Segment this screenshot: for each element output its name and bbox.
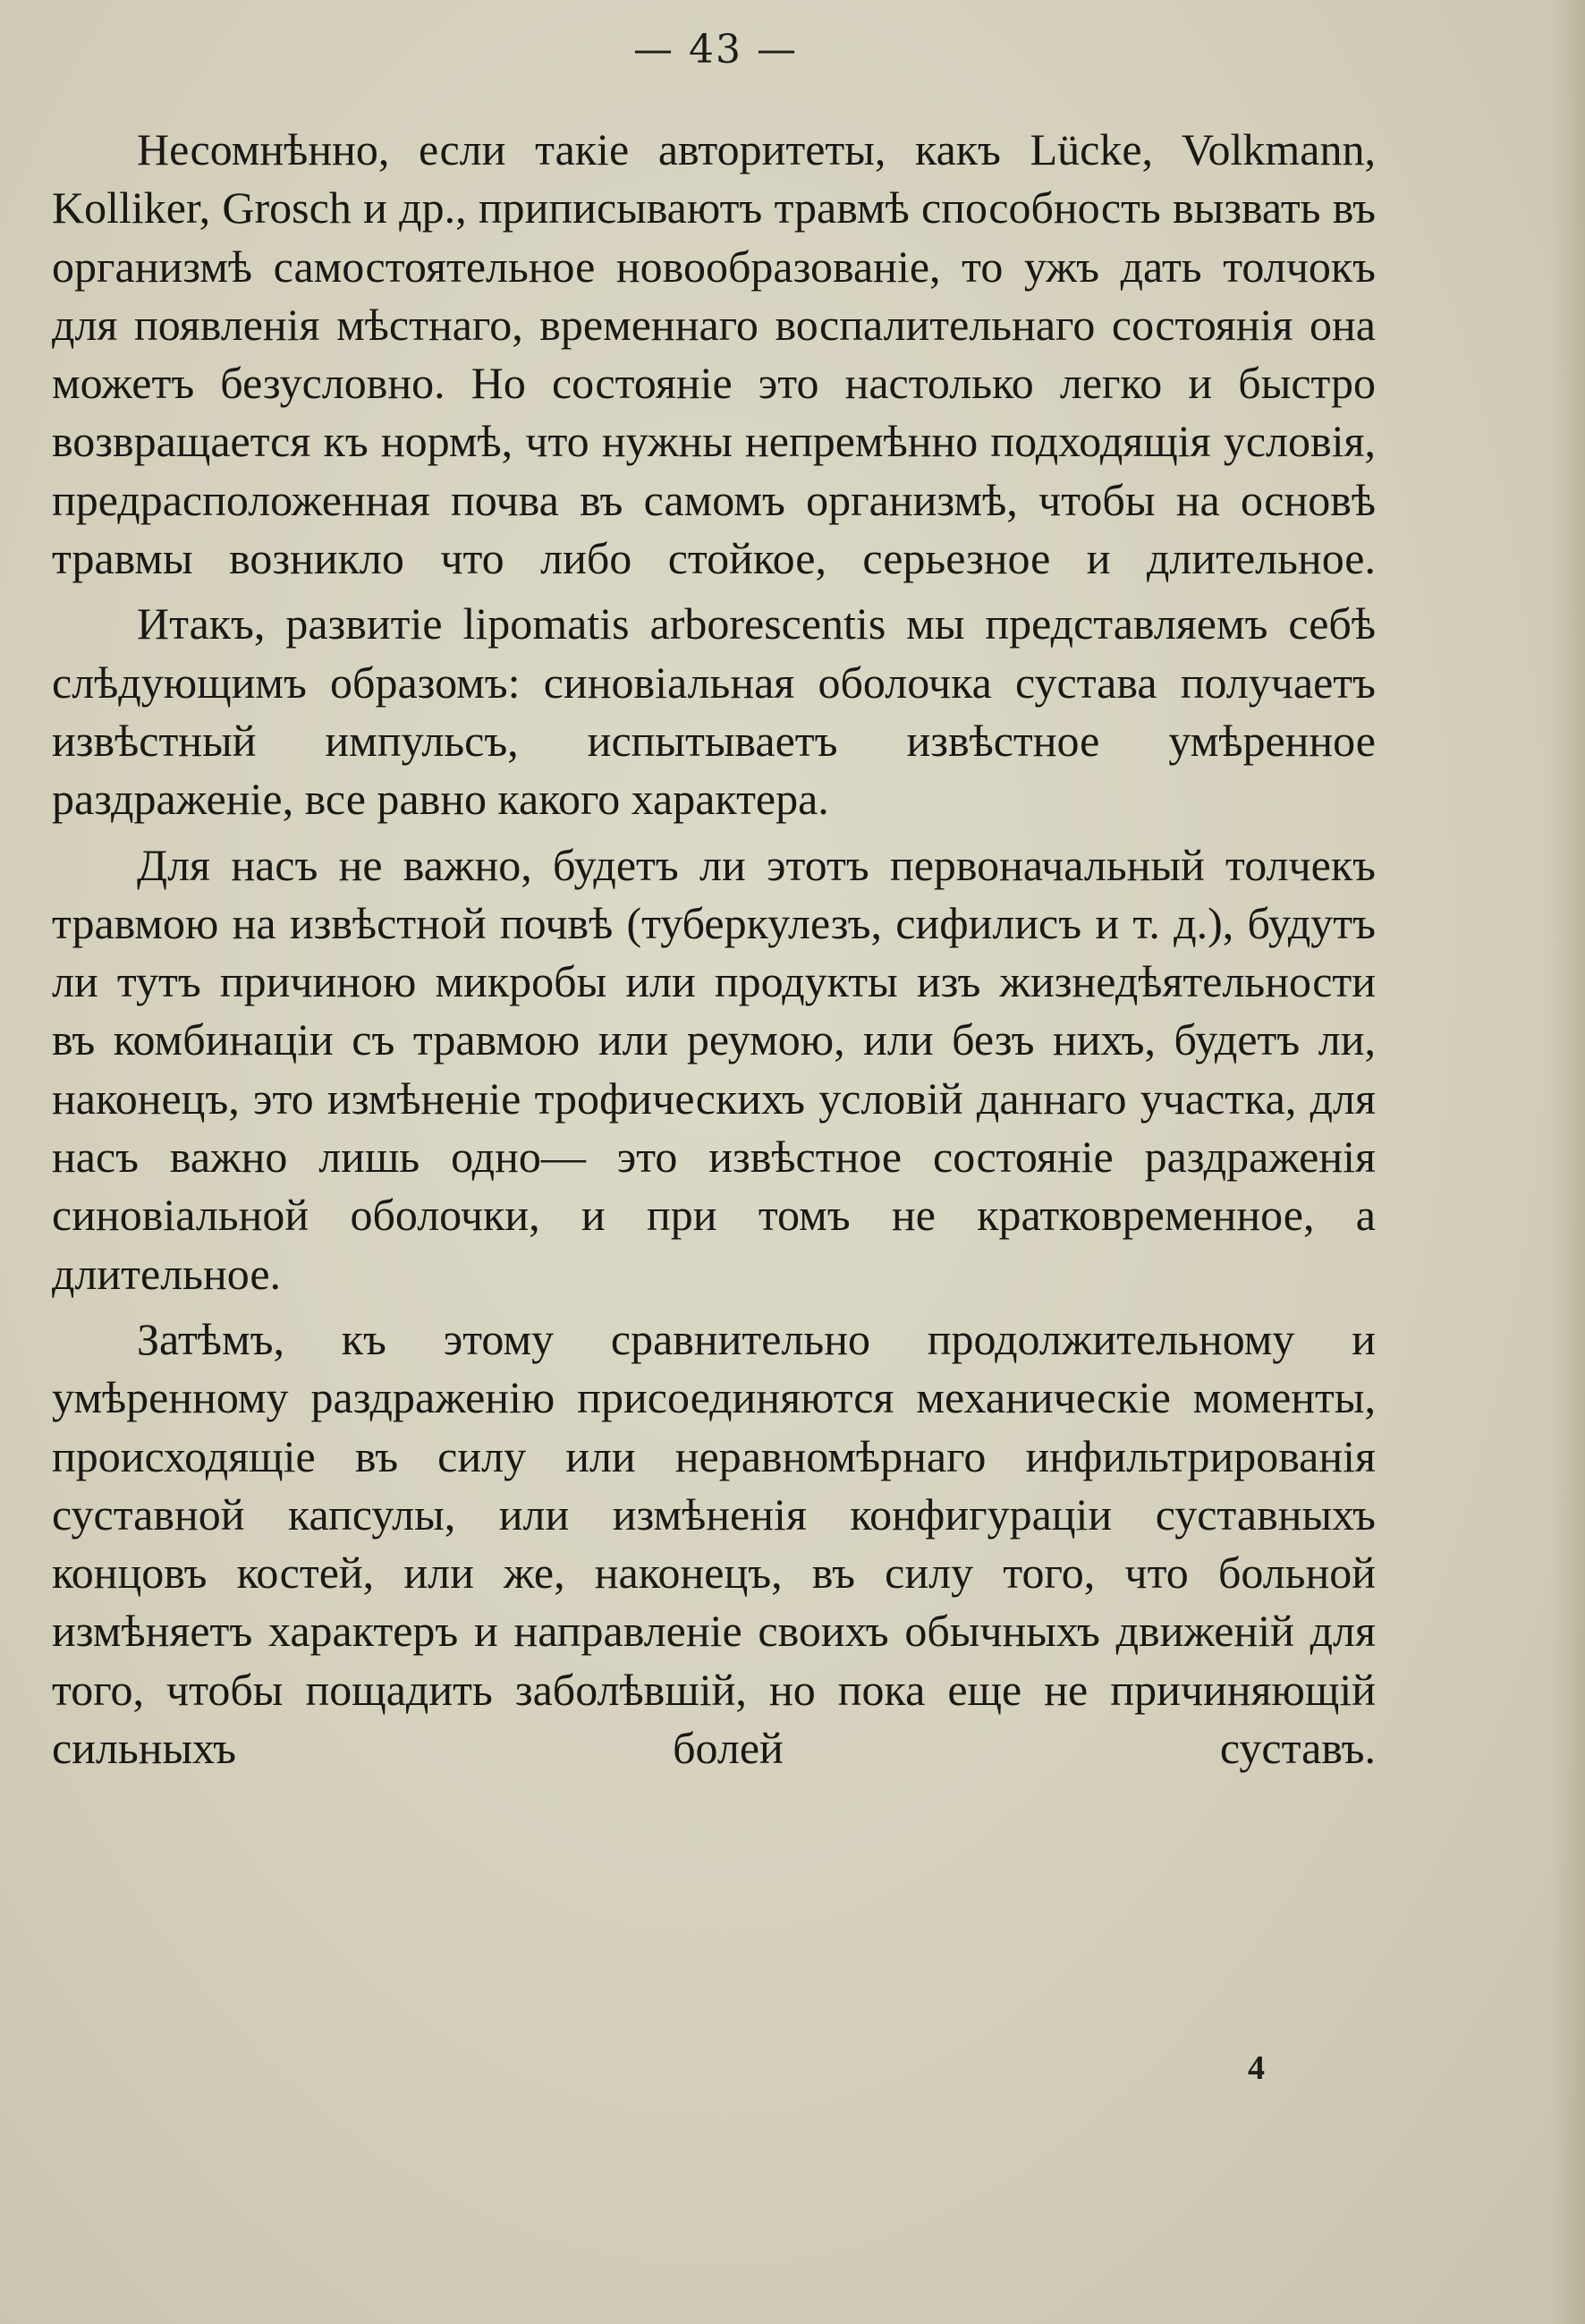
body-text bbox=[52, 121, 1376, 1777]
page-edge-shadow bbox=[1549, 0, 1585, 2324]
paragraph-2: Итакъ, развитіе lipomatis arborescentis мы представляемъ себѣ слѣдующимъ образомъ: синовіальная оболочка сустава получаетъ извѣстный импульсъ, испытываетъ извѣстное умѣренное раздраженіе, все равно какого характера. bbox=[52, 598, 1376, 825]
paragraph-1: Несомнѣнно, если такіе авторитеты, какъ Lücke, Volkmann, Kolliker, Grosch и др., приписываютъ травмѣ способность вызвать въ организмѣ самостоятельное новообразованіе, то ужъ дать толчокъ для появленія мѣстнаго, временнаго воспалительнаго состоянія она можетъ безусловно. Но состояніе это настолько легко и быстро возвращается къ нормѣ, что нужны непремѣнно подходящія условія, предрасположенная почва въ самомъ организмѣ, чтобы на основѣ травмы возникло что либо стойкое, серьезное и длительное. bbox=[52, 124, 1376, 584]
printer-signature-mark: 4 bbox=[1248, 2049, 1265, 2087]
paragraph-3: Для насъ не важно, будетъ ли этотъ первоначальный толчекъ травмою на извѣстной почвѣ (туберкулезъ, сифилисъ и т. д.), будутъ ли тутъ причиною микробы или продукты изъ жизнедѣятельности въ комбинаціи съ травмою или реумою, или безъ нихъ, будетъ ли, наконецъ, это измѣненіе трофическихъ условій даннаго участка, для насъ важно лишь одно— это извѣстное состояніе раздраженія синовіальной оболочки, и при томъ не кратковременное, а длительное. bbox=[52, 839, 1376, 1299]
page-number-header: — 43 — bbox=[633, 27, 798, 72]
paragraph-4: Затѣмъ, къ этому сравнительно продолжительному и умѣренному раздраженію присоединяются механическіе моменты, происходящіе въ силу или неравномѣрнаго инфильтрированія суставной капсулы, или измѣненія конфигураціи суставныхъ концовъ костей, или же, наконецъ, въ силу того, что больной измѣняетъ характеръ и направленіе своихъ обычныхъ движеній для того, чтобы пощадить заболѣвшій, но пока еще не причиняющій сильныхъ болей суставъ. bbox=[52, 1313, 1376, 1774]
